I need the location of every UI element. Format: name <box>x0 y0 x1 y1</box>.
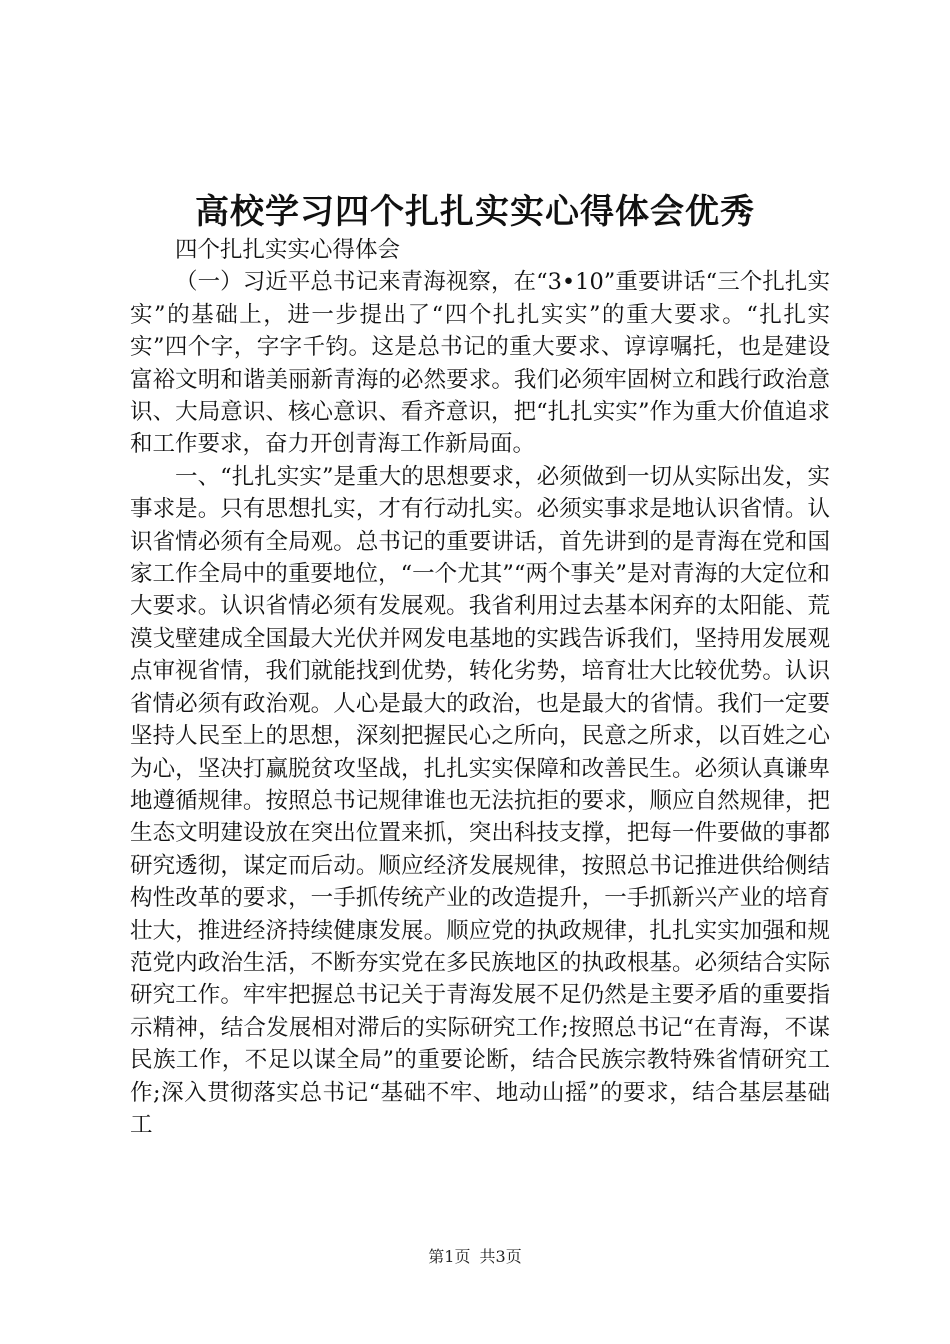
document-title: 高校学习四个扎扎实实心得体会优秀 <box>195 192 755 232</box>
paragraph-2: 一、“扎扎实实”是重大的思想要求，必须做到一切从实际出发，实事求是。只有思想扎实，才有行动扎实。必须实事求是地认识省情。认识省情必须有全局观。总书记的重要讲话，首先讲到的是青海在党和国家工作全局中的重要地位，“一个尤其”“两个事关”是对青海的大定位和大要求。认识省情必须有发展观。我省利用过去基本闲弃的太阳能、荒漠戈壁建成全国最大光伏并网发电基地的实践告诉我们，坚持用发展观点审视省情，我们就能找到优势，转化劣势，培育壮大比较优势。认识省情必须有政治观。人心是最大的政治，也是最大的省情。我们一定要坚持人民至上的思想，深刻把握民心之所向，民意之所求，以百姓之心为心，坚决打赢脱贫攻坚战，扎扎实实保障和改善民生。必须认真谦卑地遵循规律。按照总书记规律谁也无法抗拒的要求，顺应自然规律，把生态文明建设放在突出位置来抓，突出科技支撑，把每一件要做的事都研究透彻，谋定而后动。顺应经济发展规律，按照总书记推进供给侧结构性改革的要求，一手抓传统产业的改造提升，一手抓新兴产业的培育壮大，推进经济持续健康发展。顺应党的执政规律，扎扎实实加强和规范党内政治生活，不断夯实党在多民族地区的执政根基。必须结合实际研究工作。牢牢把握总书记关于青海发展不足仍然是主要矛盾的重要指示精神，结合发展相对滞后的实际研究工作;按照总书记“在青海，不谋民族工作，不足以谋全局”的重要论断，结合民族宗教特殊省情研究工作;深入贯彻落实总书记“基础不牢、地动山摇”的要求，结合基层基础工 <box>130 463 830 1138</box>
document-subtitle: 四个扎扎实实心得体会 <box>175 237 401 263</box>
page-number: 第1页 <box>428 1247 471 1266</box>
paragraph-1: （一）习近平总书记来青海视察，在“3•10”重要讲话“三个扎扎实实”的基础上，进一步提出了“四个扎扎实实”的重大要求。“扎扎实实”四个字，字字千钧。这是总书记的重大要求、谆谆嘱托，也是建设富裕文明和谐美丽新青海的必然要求。我们必须牢固树立和践行政治意识、大局意识、核心意识、看齐意识，把“扎扎实实”作为重大价值追求和工作要求，奋力开创青海工作新局面。 <box>130 269 830 458</box>
page-total: 共3页 <box>479 1247 522 1266</box>
document-body <box>130 234 830 1141</box>
page-footer <box>0 1244 950 1267</box>
